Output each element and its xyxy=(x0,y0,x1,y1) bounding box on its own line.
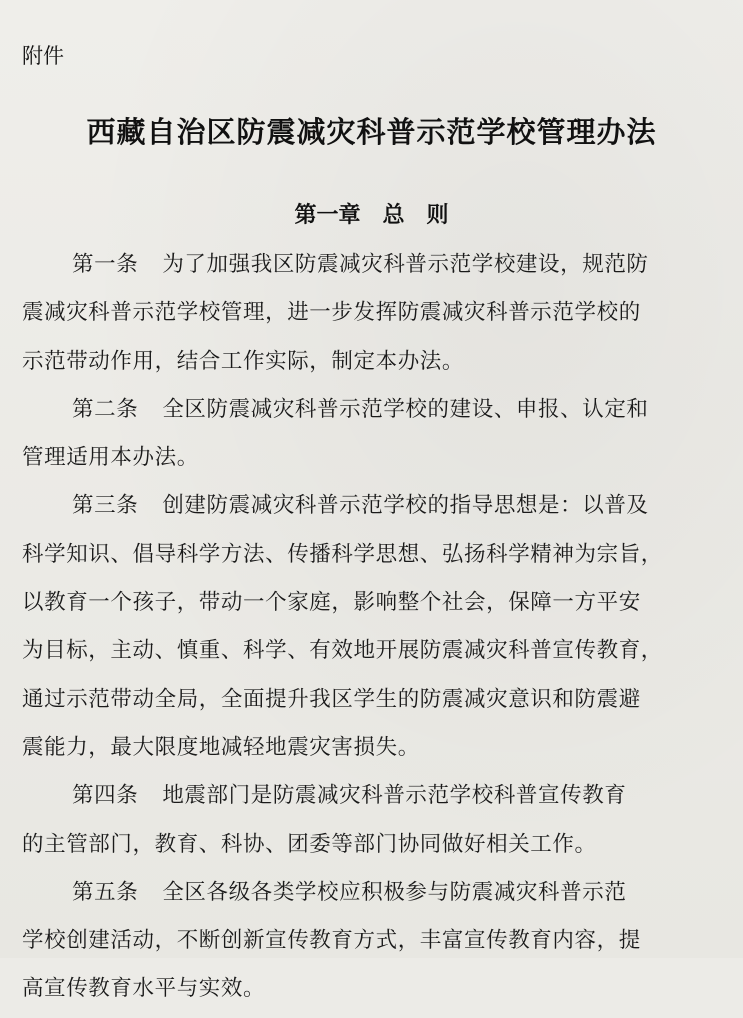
article-label: 第一条 xyxy=(72,252,139,277)
article-line: 震能力，最大限度地减轻地震灾害损失。 xyxy=(22,734,420,760)
article-line xyxy=(22,245,730,293)
article-line xyxy=(22,390,730,438)
article-line xyxy=(22,486,730,534)
article-text: 全区防震减灾科普示范学校的建设、申报、认定和 xyxy=(162,396,649,422)
article-line: 的主管部门，教育、科协、团委等部门协同做好相关工作。 xyxy=(22,831,597,857)
article-4 xyxy=(22,776,730,873)
article-2 xyxy=(22,390,730,487)
article-line: 震减灾科普示范学校管理，进一步发挥防震减灾科普示范学校的 xyxy=(22,300,641,326)
articles-body xyxy=(22,245,730,1018)
article-line xyxy=(22,873,730,921)
document-title: 西藏自治区防震减灾科普示范学校管理办法 xyxy=(86,115,657,149)
article-text: 为了加强我区防震减灾科普示范学校建设，规范防 xyxy=(162,252,649,277)
article-label: 第四条 xyxy=(72,783,139,809)
chapter-number: 第一章 xyxy=(294,203,361,228)
article-label: 第五条 xyxy=(72,879,139,905)
article-line: 科学知识、倡导科学方法、传播科学思想、弘扬科学精神为宗旨， xyxy=(22,541,663,567)
article-1 xyxy=(22,245,730,390)
article-line: 通过示范带动全局，全面提升我区学生的防震减灾意识和防震避 xyxy=(22,686,641,712)
article-line: 示范带动作用，结合工作实际，制定本办法。 xyxy=(22,348,465,374)
article-line: 以教育一个孩子，带动一个家庭，影响整个社会，保障一方平安 xyxy=(22,590,641,616)
article-line xyxy=(22,776,730,824)
article-label: 第二条 xyxy=(72,396,139,422)
article-line: 学校创建活动，不断创新宣传教育方式，丰富宣传教育内容，提 xyxy=(22,928,641,954)
article-3 xyxy=(22,486,730,776)
article-text: 创建防震减灾科普示范学校的指导思想是：以普及 xyxy=(162,493,649,519)
chapter-name-1: 总 xyxy=(382,203,405,228)
article-line: 管理适用本办法。 xyxy=(22,445,199,471)
article-text: 地震部门是防震减灾科普示范学校科普宣传教育 xyxy=(162,783,627,809)
article-5 xyxy=(22,873,730,1018)
article-text: 全区各级各类学校应积极参与防震减灾科普示范 xyxy=(162,879,627,905)
article-line: 高宣传教育水平与实效。 xyxy=(22,976,266,1002)
article-label: 第三条 xyxy=(72,493,139,519)
article-line: 为目标，主动、慎重、科学、有效地开展防震减灾科普宣传教育， xyxy=(22,638,663,664)
chapter-heading xyxy=(0,198,743,229)
attachment-label: 附件 xyxy=(22,44,64,68)
chapter-name-2: 则 xyxy=(426,203,449,228)
